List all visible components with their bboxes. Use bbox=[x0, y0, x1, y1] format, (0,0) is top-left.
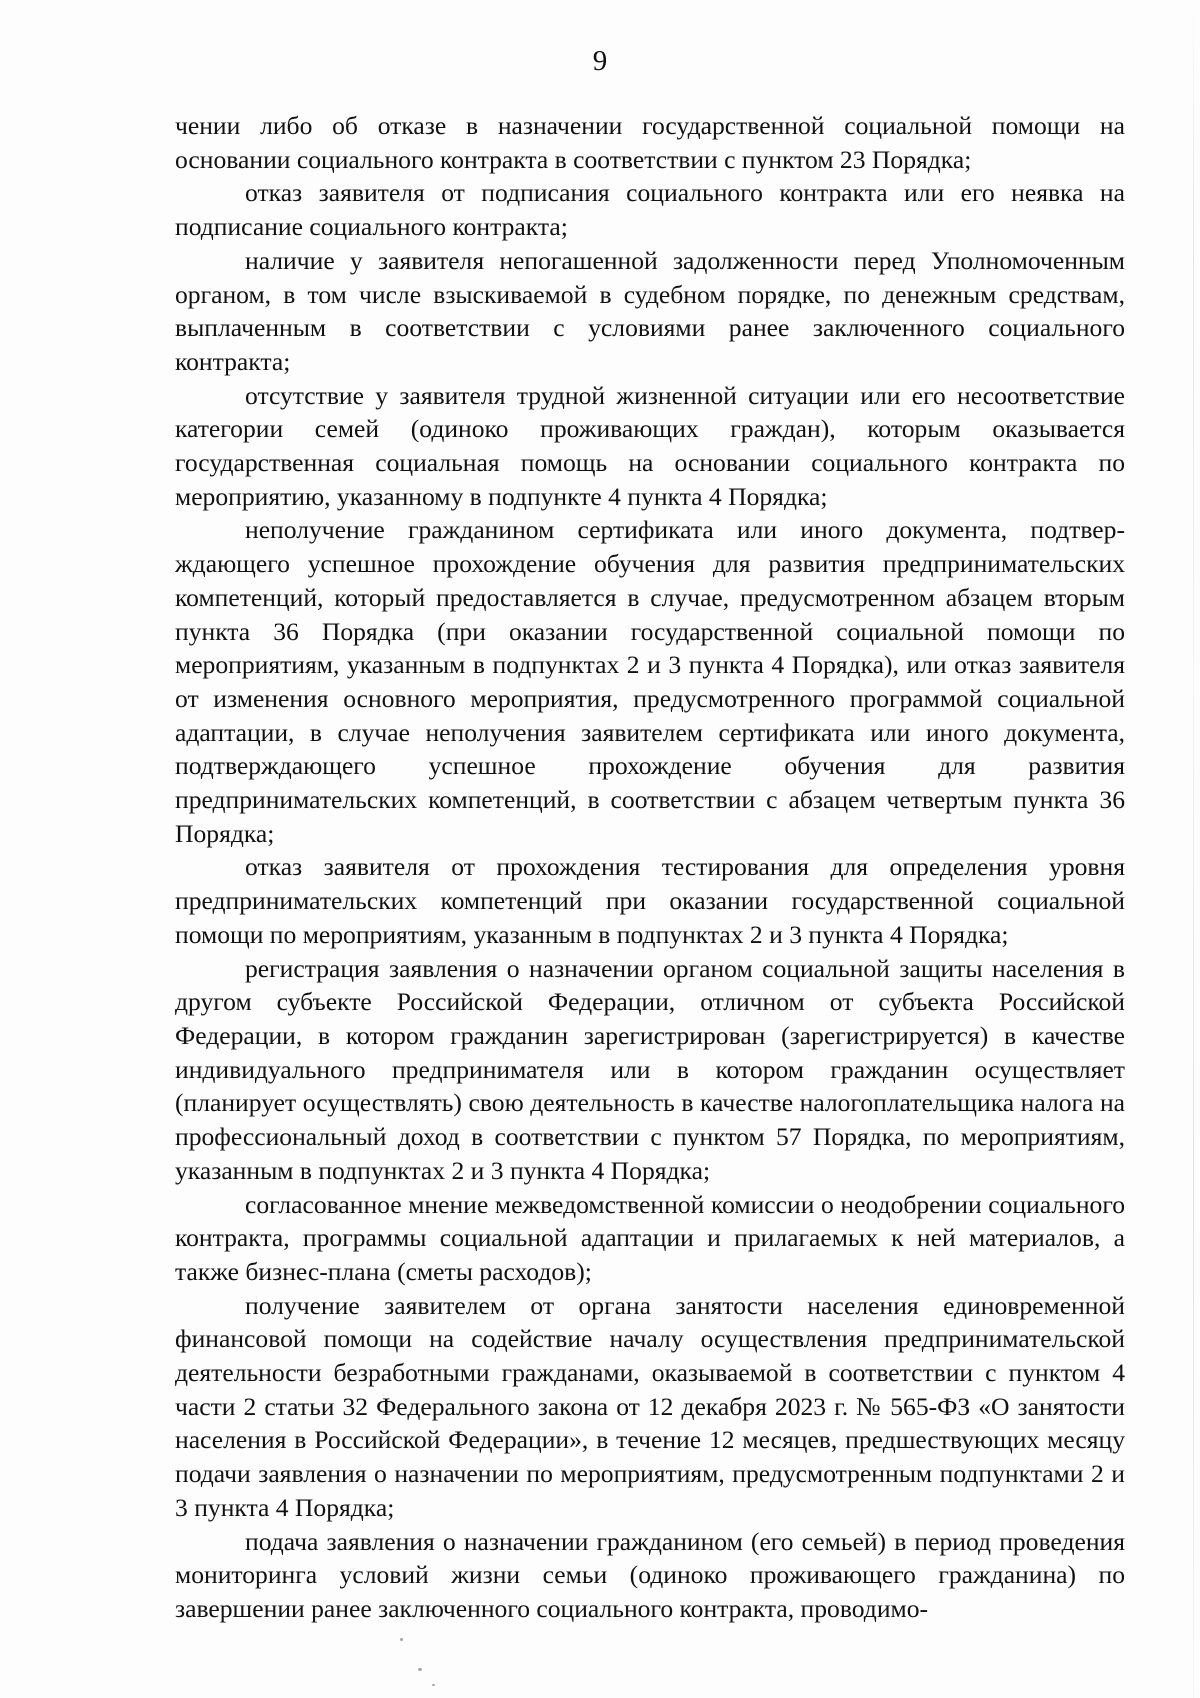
scan-speck bbox=[418, 1668, 422, 1671]
paragraph-employment-aid-received: получение заявителем от органа занятости населения единовременной финансовой помощи на содействие началу осуществления предпринимательской деятельности безработными гражданами, оказываемой в соответствии с пунктом 4 части 2 статьи 32 Федерального закона от 12 декабря 2023 г. № 565-ФЗ «О занятости населения в Российской Федерации», в течение 12 месяцев, предшествующих месяцу подачи заявления о назначении по мероприятиям, предусмотренным подпунктами 2 и 3 пункта 4 Порядка; bbox=[175, 1290, 1125, 1522]
paragraph-other-region-registration: регистрация заявления о назначении органом социальной защиты населения в другом субъекте Российской Федерации, отличном от субъекта Российской Федерации, в котором гражданин зарегистрирован (зарегистрируется) в качестве индивидуального предпринимателя или в котором гражданин осуществляет (планирует осуществлять) свою деятельность в качестве налогоплательщика налога на профессиональный доход в соответствии с пунктом 57 Порядка, по мероприятиям, указанным в подпунктах 2 и 3 пункта 4 Порядка; bbox=[175, 953, 1125, 1185]
paragraph-continuation: чении либо об отказе в назначении государственной социальной помощи на основании социального контракта в соответствии с пунктом 23 Порядка; bbox=[175, 111, 1125, 174]
scan-speck bbox=[400, 1638, 403, 1641]
paragraph-refusal-to-sign: отказ заявителя от подписания социального контракта или его неявка на подписание социального контракта; bbox=[175, 178, 1125, 242]
scan-edge-shadow bbox=[1193, 0, 1194, 1698]
page-number: 9 bbox=[592, 45, 608, 77]
paragraph-outstanding-debt: наличие у заявителя непогашенной задолженности перед Уполномоченным органом, в том числе взыскиваемой в судебном порядке, по денежным средствам, выплаченным в соответствии с условиями ранее заключенного социального контракта; bbox=[175, 245, 1125, 376]
paragraph-no-hardship: отсутствие у заявителя трудной жизненной ситуации или его несоответствие категории семей (одиноко проживающих граждан), которым оказывается государственная социальная помощь на основании социального контракта по мероприятию, указанному в подпункте 4 пункта 4 Порядка; bbox=[175, 380, 1125, 511]
paragraph-monitoring-period: подача заявления о назначении гражданином (его семьей) в период проведения мониторинга условий жизни семьи (одиноко проживающего гражданина) по завершении ранее заключенного социального контракта, проводимо- bbox=[175, 1526, 1125, 1623]
paragraph-refusal-of-testing: отказ заявителя от прохождения тестирования для определения уровня предпринимательских компетенций при оказании государственной социальной помощи по мероприятиям, указанным в подпунктах 2 и 3 пункта 4 Порядка; bbox=[175, 852, 1125, 949]
paragraph-no-certificate: неполучение гражданином сертификата или иного документа, подтверждающего успешное прохождение обучения для развития предпринимательских компетенций, который предоставляется в случае, предусмотренном абзацем вторым пункта 36 Порядка (при оказании государственной социальной помощи по мероприятиям, указанным в подпунктах 2 и 3 пункта 4 Порядка), или отказ заявителя от изменения основного мероприятия, предусмотренного программой социальной адаптации, в случае неполучения заявителем сертификата или иного документа, подтверждающего успешное прохождение обучения для развития предпринимательских компетенций, в соответствии с абзацем четвертым пункта 36 Порядка; bbox=[175, 515, 1125, 848]
scan-speck bbox=[432, 1684, 435, 1686]
document-body bbox=[175, 109, 1125, 1626]
paragraph-commission-disapproval: согласованное мнение межведомственной комиссии о неодобрении социального контракта, программы социальной адаптации и прилагаемых к ней материалов, а также бизнес-плана (сметы расходов); bbox=[175, 1189, 1125, 1286]
